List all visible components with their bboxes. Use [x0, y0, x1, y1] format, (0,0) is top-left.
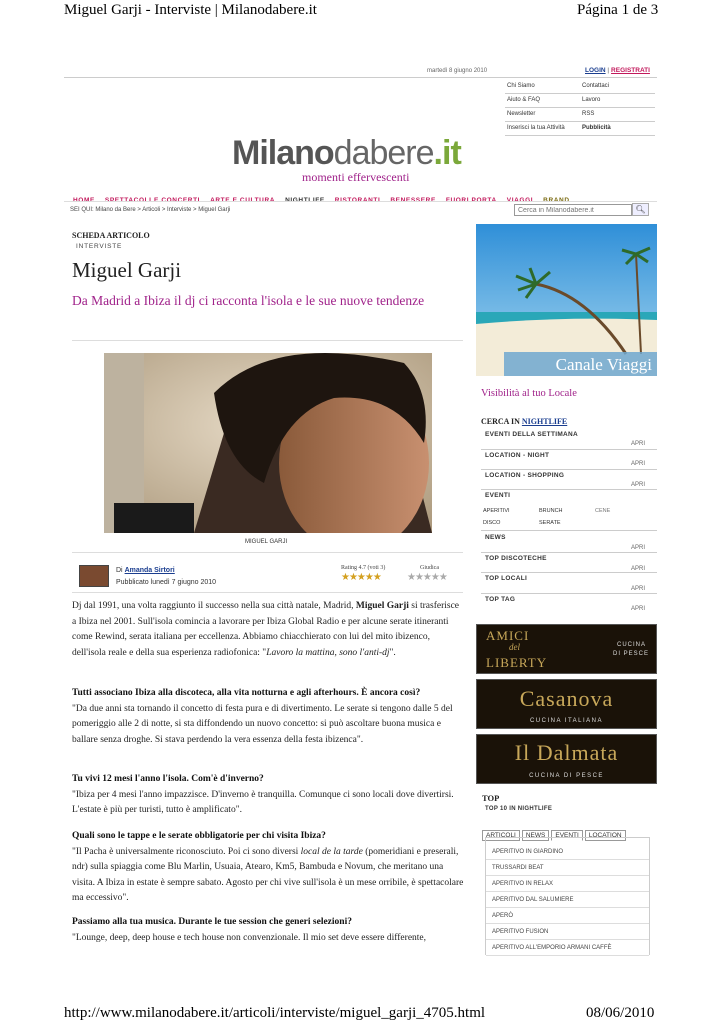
search-input[interactable]	[514, 204, 632, 216]
header-rule	[64, 77, 657, 78]
ad-casanova[interactable]	[476, 679, 657, 729]
judge-stars[interactable]: ★★★★★	[407, 572, 447, 583]
auth-links	[585, 67, 650, 74]
tab-news[interactable]: NEWS	[522, 830, 550, 841]
photo-caption: MIGUEL GARJI	[245, 539, 288, 545]
link-rss[interactable]: RSS	[580, 107, 655, 121]
qa-block-2	[72, 772, 464, 819]
intro-quote: Lavoro la mattina, sono l'anti-dj	[266, 647, 390, 658]
visibility-link[interactable]: Visibilità al tuo Locale	[481, 388, 577, 399]
apri-link[interactable]: APRI	[631, 606, 646, 612]
tab-eventi[interactable]: EVENTI	[551, 830, 582, 841]
apri-link[interactable]: APRI	[631, 441, 646, 447]
search-button[interactable]	[632, 203, 649, 216]
apri-link[interactable]: APRI	[631, 586, 646, 592]
logo-tagline: momenti effervescenti	[302, 170, 410, 184]
ad-title: Il Dalmata	[514, 740, 619, 765]
logo-dabere: dabere	[333, 134, 434, 172]
section-top-tag[interactable]: TOP TAG	[485, 596, 516, 603]
apri-link[interactable]: APRI	[631, 461, 646, 467]
viaggi-banner[interactable]	[476, 224, 657, 376]
avatar[interactable]	[79, 565, 109, 587]
intro-part-a: Dj dal 1991, una volta raggiunto il successo nella sua città natale, Madrid,	[72, 601, 354, 611]
sidebar-rule	[481, 593, 657, 594]
search-in-nightlife-link[interactable]: NIGHTLIFE	[521, 417, 568, 426]
list-item[interactable]: APERITIVO IN RELAX	[486, 876, 649, 892]
intro-end: ".	[389, 647, 396, 658]
ad-sub: CUCINA ITALIANA	[529, 718, 604, 724]
ad-title-line2: del	[509, 642, 520, 652]
breadcrumb: SEI QUI: Milano da Bere > Articoli > Interviste > Miguel Garji	[70, 207, 231, 213]
list-item[interactable]: TRUSSARDI BEAT	[486, 860, 649, 876]
top10-heading: TOP 10 IN NIGHTLIFE	[485, 806, 553, 812]
article-category[interactable]: INTERVISTE	[76, 243, 123, 250]
link-pubblicita[interactable]: Pubblicità	[580, 121, 655, 135]
answer-part-a: "Il Pacha è universalmente riconosciuto. Poi ci sono diversi	[72, 846, 299, 857]
apri-link[interactable]: APRI	[631, 566, 646, 572]
link-inserisci-attivita[interactable]: Inserisci la tua Attività	[505, 121, 580, 135]
section-eventi-settimana[interactable]: EVENTI DELLA SETTIMANA	[485, 431, 579, 438]
list-item[interactable]: APERITIVO FUSION	[486, 924, 649, 940]
search-icon: 🔍︎	[635, 205, 646, 214]
event-cat-brunch[interactable]: BRUNCH	[539, 508, 563, 514]
answer-em: local de la tarde	[300, 846, 363, 857]
apri-link[interactable]: APRI	[631, 482, 646, 488]
qa-block-3	[72, 829, 464, 907]
answer-part-b: (pomeridiani e preserali, ndr) sulla spiaggia come Blu Marlin, Usuaia, Atearo, Km5, Bambuda e Novum, che meritano una visita. A Ibiza in estate è sempre sabato. Agosto per chi vive sull'isola è un mese orribile, è spettacolare ma eccessivo".	[72, 846, 464, 903]
top-list	[485, 837, 650, 955]
tab-articoli[interactable]: ARTICOLI	[482, 830, 520, 841]
site-logo[interactable]	[232, 134, 461, 172]
ad-title: Casanova	[519, 686, 614, 711]
search-in-prefix: CERCA IN	[481, 417, 520, 426]
login-link[interactable]: LOGIN	[585, 67, 606, 74]
qa-block-4	[72, 915, 464, 946]
author-line	[116, 567, 175, 574]
ad-title-line3: LIBERTY	[486, 655, 548, 670]
question: Tutti associano Ibiza alla discoteca, alla vita notturna e agli afterhours. È ancora così?	[72, 688, 421, 698]
caption-rule	[72, 552, 463, 553]
rating-label: Rating 4.7 (voti 3)	[341, 565, 386, 571]
pdf-url: http://www.milanodabere.it/articoli/interviste/miguel_garji_4705.html	[64, 1005, 486, 1021]
article-photo	[104, 353, 432, 533]
ad-sub: CUCINA DI PESCE	[529, 773, 604, 779]
question: Tu vivi 12 mesi l'anno l'isola. Com'è d'inverno?	[72, 774, 264, 784]
author-rule	[72, 592, 463, 593]
search-in-heading	[481, 417, 567, 426]
qa-block-1	[72, 686, 464, 748]
author-prefix: Di	[116, 567, 123, 574]
list-item[interactable]: APERITIVO IN GIARDINO	[486, 844, 649, 860]
logo-tld: .it	[433, 134, 461, 172]
sidebar-rule	[481, 572, 657, 573]
list-item[interactable]: APERITIVO ALL'EMPORIO ARMANI CAFFÈ	[486, 940, 649, 956]
logo-milano: Milano	[232, 134, 334, 172]
sidebar-rule	[481, 552, 657, 553]
question: Passiamo alla tua musica. Durante le tue session che generi selezioni?	[72, 917, 352, 927]
article-section: SCHEDA ARTICOLO	[72, 231, 150, 240]
auth-separator: |	[607, 67, 610, 74]
top-heading: TOP	[482, 793, 500, 803]
link-lavoro[interactable]: Lavoro	[580, 93, 655, 107]
answer: "Ibiza per 4 mesi l'anno impazzisce. D'inverno è tranquilla. Comunque ci sono locali dove divertirsi. L'estate è più per turisti, tutto è amplificato".	[72, 789, 454, 815]
title-rule	[72, 340, 463, 341]
answer: "Da due anni sta tornando il concetto di festa pura e di divertimento. Le serate si tengono dalle 5 del pomeriggio alle 2 di notte, si sta diffondendo un nuovo concetto: si può ascoltare buona musica e ballare senza droghe. Si stava perdendo la vera essenza della festa ibizenca".	[72, 703, 453, 745]
sidebar-rule	[481, 469, 657, 470]
page-title: Miguel Garji	[72, 258, 182, 282]
list-item[interactable]: APERITIVO DAL SALUMIERE	[486, 892, 649, 908]
banner-title: Canale Viaggi	[555, 355, 652, 374]
pdf-title: Miguel Garji - Interviste | Milanodabere.it	[64, 2, 317, 18]
sidebar-rule	[481, 530, 657, 531]
ad-title-line1: AMICI	[486, 628, 530, 643]
pdf-date: 08/06/2010	[586, 1005, 655, 1021]
link-contattaci[interactable]: Contattaci	[580, 79, 655, 93]
nav-rule	[64, 201, 657, 202]
event-cat-serate[interactable]: SERATE	[539, 520, 561, 526]
pdf-page-number: Página 1 de 3	[577, 2, 659, 18]
publish-date: Pubblicato lunedì 7 giugno 2010	[116, 579, 217, 586]
list-item[interactable]: APERÒ	[486, 908, 649, 924]
event-cat-disco[interactable]: DISCO	[483, 520, 501, 526]
article-intro	[72, 599, 464, 661]
section-location-night[interactable]: LOCATION - NIGHT	[485, 452, 550, 459]
section-location-shopping[interactable]: LOCATION - SHOPPING	[485, 472, 565, 479]
tab-location[interactable]: LOCATION	[585, 830, 626, 841]
question: Quali sono le tappe e le serate obbligatorie per chi visita Ibiza?	[72, 831, 326, 841]
intro-part-b: si trasferisce a Ibiza nel 2001. Sull'isola comincia a lavorare per Ibiza Global Radio e per alcune serate itineranti come Rewind, serata italiana per eccellenza. Abbiamo chiacchierato con lui del mito ibizenco, dell'isola reale e della sua esperienza radiofonica: "	[72, 601, 460, 658]
ad-amici-del-liberty[interactable]	[476, 624, 657, 674]
sidebar-rule	[481, 489, 657, 490]
section-top-locali[interactable]: TOP LOCALI	[485, 575, 528, 582]
judge-label: Giudica	[420, 565, 439, 571]
link-newsletter[interactable]: Newsletter	[505, 107, 580, 121]
main-nav	[73, 189, 580, 207]
rating-stars: ★★★★★	[341, 572, 381, 583]
link-chi-siamo[interactable]: Chi Siamo	[505, 79, 580, 93]
event-cat-aperitivi[interactable]: APERITIVI	[483, 508, 510, 514]
apri-link[interactable]: APRI	[631, 545, 646, 551]
ad-sub-line2: DI PESCE	[613, 651, 650, 657]
section-eventi[interactable]: EVENTI	[485, 492, 511, 499]
section-top-discoteche[interactable]: TOP DISCOTECHE	[485, 555, 547, 562]
article-subtitle: Da Madrid a Ibiza il dj ci racconta l'isola e le sue nuove tendenze	[72, 293, 425, 308]
header-date: martedì 8 giugno 2010	[427, 68, 488, 74]
author-link[interactable]: Amanda Sirtori	[124, 567, 175, 574]
intro-name: Miguel Garji	[355, 601, 409, 611]
ad-sub-line1: CUCINA	[617, 642, 647, 648]
answer: "Lounge, deep, deep house e tech house non convenzionale. Il mio set deve essere differente,	[72, 932, 427, 943]
section-news[interactable]: NEWS	[485, 534, 506, 541]
sidebar-rule	[481, 449, 657, 450]
event-cat-cene[interactable]: CENE	[595, 508, 611, 514]
utility-links	[505, 79, 655, 136]
register-link[interactable]: REGISTRATI	[611, 67, 650, 74]
link-aiuto-faq[interactable]: Aiuto & FAQ	[505, 93, 580, 107]
answer	[72, 845, 464, 907]
ad-il-dalmata[interactable]	[476, 734, 657, 784]
